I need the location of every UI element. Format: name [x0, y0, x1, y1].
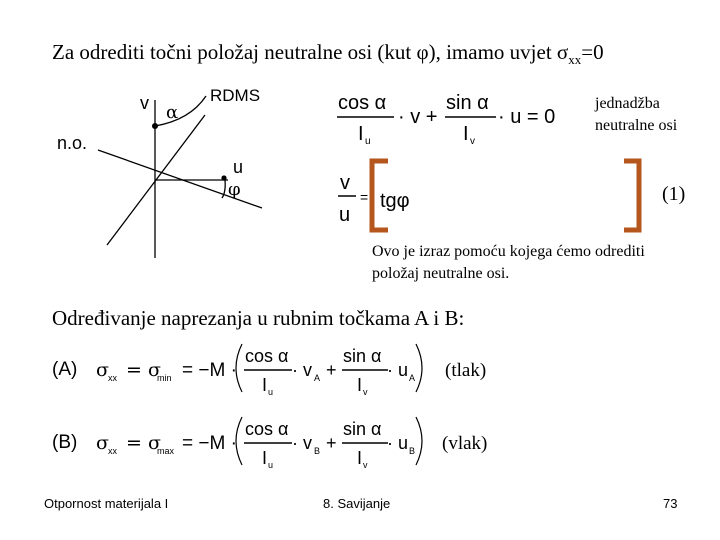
label-v: v: [140, 93, 149, 113]
b-cos-alpha: cos α: [245, 419, 289, 439]
equation-number: (1): [662, 183, 686, 205]
b-paren-right: [416, 417, 422, 465]
eq2-u: u: [339, 204, 351, 226]
b-coord-u-sub: B: [409, 446, 416, 456]
explanation-text: Ovo je izraz pomoću kojega ćemo odrediti položaj neutralne osi.: [372, 243, 645, 282]
eq1-Iu: I: [358, 123, 364, 145]
a-coord-v-sub: A: [314, 373, 321, 383]
a-coord-u: · u: [387, 360, 409, 380]
b-Iu-sub: u: [268, 460, 274, 470]
eq1-cos-alpha: cos α: [338, 92, 387, 114]
a-plus: +: [326, 360, 337, 380]
b-plus: +: [326, 433, 337, 453]
a-Iu-sub: u: [268, 387, 274, 397]
b-Iv: I: [357, 448, 363, 468]
point-b-label: (B): [52, 432, 78, 453]
equation-label: jednadžba neutralne osi: [595, 95, 678, 134]
a-Iv-sub: v: [363, 387, 368, 397]
b-sigma-max-sub: max: [157, 446, 175, 456]
a-coord-v: · v: [292, 360, 312, 380]
label-phi: φ: [228, 179, 241, 200]
a-sigma-xx: σ: [96, 359, 109, 381]
b-Iu: I: [262, 448, 268, 468]
subheading: Određivanje naprezanja u rubnim točkama A i B:: [52, 306, 465, 330]
eq1-u-equals-zero: · u = 0: [498, 106, 556, 128]
title-subscript: xx: [568, 52, 582, 68]
a-sigma-min: = σ: [126, 359, 161, 381]
b-minus-m: = −M ·: [182, 433, 237, 454]
a-sin-alpha: sin α: [343, 346, 382, 366]
b-sigma-xx-sub: xx: [108, 446, 117, 456]
footer-page-number: 73: [663, 496, 678, 511]
eq1-Iv-sub: v: [470, 136, 475, 147]
a-minus-m: = −M ·: [182, 360, 237, 381]
label-neutral-axis: n.o.: [57, 133, 88, 153]
a-sigma-xx-sub: xx: [108, 373, 117, 383]
point-a-label: (A): [52, 359, 78, 380]
eq2-tg-phi: tgφ: [380, 190, 410, 212]
eq1-sin-alpha: sin α: [446, 92, 489, 114]
a-Iv: I: [357, 375, 363, 395]
b-sigma-xx: σ: [96, 432, 109, 454]
b-sigma-max: = σ: [126, 432, 161, 454]
b-coord-v: · v: [292, 433, 312, 453]
a-Iu: I: [262, 375, 268, 395]
eq1-Iv: I: [463, 123, 469, 145]
b-coord-u: · u: [387, 433, 409, 453]
label-rdms: RDMS: [210, 86, 261, 105]
b-note-vlak: (vlak): [442, 433, 488, 454]
label-alpha: α: [166, 102, 179, 123]
eq1-Iu-sub: u: [365, 136, 371, 147]
a-note-tlak: (tlak): [445, 360, 487, 381]
a-sigma-min-sub: min: [157, 373, 172, 383]
footer-chapter: 8. Savijanje: [323, 496, 391, 511]
label-u: u: [233, 157, 244, 177]
title-text: Za odrediti točni položaj neutralne osi (kut φ), imamo uvjet σ: [52, 40, 569, 64]
b-Iv-sub: v: [363, 460, 368, 470]
footer-course: Otpornost materijala I: [44, 496, 169, 511]
b-coord-v-sub: B: [314, 446, 321, 456]
title-suffix: =0: [581, 40, 604, 64]
a-cos-alpha: cos α: [245, 346, 289, 366]
eq1-v-plus: · v +: [398, 106, 438, 128]
eq2-equals: =: [360, 189, 369, 205]
a-coord-u-sub: A: [409, 373, 416, 383]
eq2-v: v: [340, 172, 350, 194]
b-sin-alpha: sin α: [343, 419, 382, 439]
